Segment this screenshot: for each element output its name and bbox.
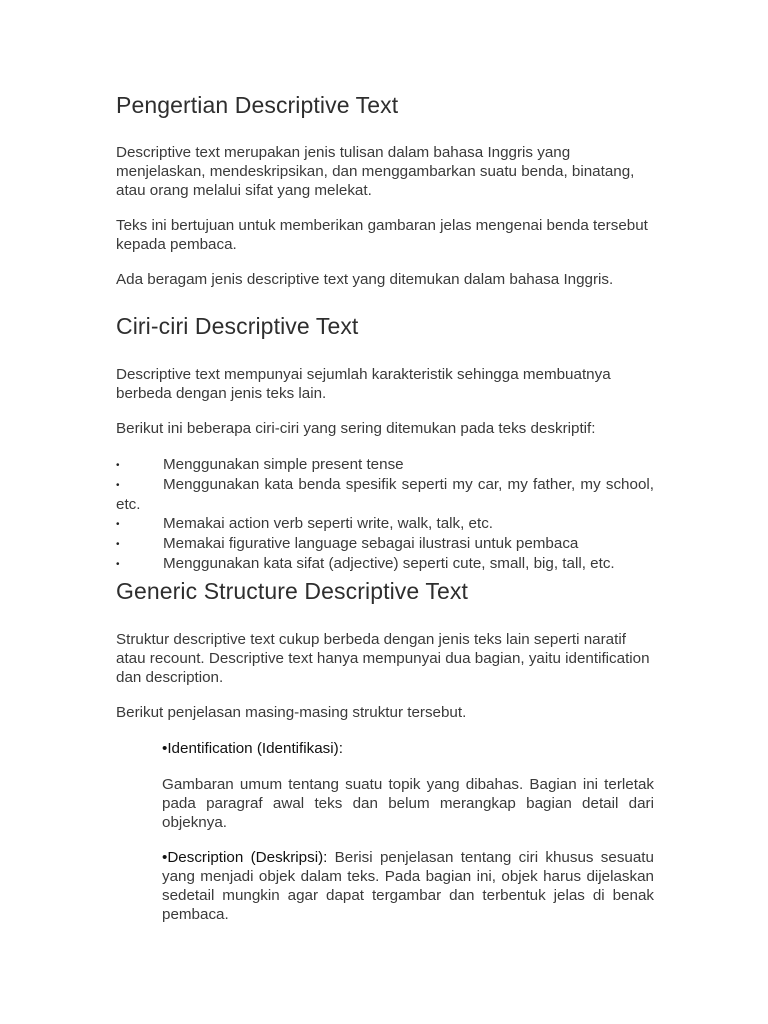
- description-paragraph: [162, 848, 654, 924]
- section-heading-generic-structure: Generic Structure Descriptive Text: [116, 578, 468, 604]
- section-heading-pengertian: Pengertian Descriptive Text: [116, 92, 399, 118]
- bullet-symbol: •: [116, 480, 120, 491]
- list-item: • Memakai action verb seperti write, walk, talk, etc.: [116, 515, 494, 532]
- identification-label: •Identification (Identifikasi):: [162, 740, 343, 757]
- description-label: Description (Deskripsi):: [167, 849, 328, 866]
- paragraph: Berikut ini beberapa ciri-ciri yang sering ditemukan pada teks deskriptif:: [116, 420, 596, 437]
- bullet-symbol: •: [162, 849, 168, 866]
- section-heading-ciri: Ciri-ciri Descriptive Text: [116, 313, 359, 339]
- paragraph: Teks ini bertujuan untuk memberikan gambaran jelas mengenai benda tersebut kepada pembaca.: [116, 217, 648, 253]
- bullet-symbol: •: [116, 559, 120, 570]
- paragraph: Descriptive text merupakan jenis tulisan dalam bahasa Inggris yang menjelaskan, mendeskripsikan, dan menggambarkan suatu benda, binatang, atau orang melalui sifat yang melekat.: [116, 144, 635, 199]
- paragraph: Descriptive text mempunyai sejumlah karakteristik sehingga membuatnya berbeda dengan jenis teks lain.: [116, 366, 611, 402]
- list-item: • Menggunakan kata sifat (adjective) seperti cute, small, big, tall, etc.: [116, 555, 615, 572]
- paragraph: Ada beragam jenis descriptive text yang ditemukan dalam bahasa Inggris.: [116, 271, 614, 288]
- document-content: [116, 88, 654, 924]
- list-item: • Menggunakan kata benda spesifik seperti my car, my father, my school, etc.: [116, 476, 654, 513]
- bullet-symbol: •: [116, 519, 120, 530]
- paragraph: Struktur descriptive text cukup berbeda dengan jenis teks lain seperti naratif atau recount. Descriptive text hanya mempunyai dua bagian, yaitu identification dan description.: [116, 631, 650, 686]
- identification-text: Gambaran umum tentang suatu topik yang dibahas. Bagian ini terletak pada paragraf awal teks dan belum merangkap bagian detail dari objeknya.: [162, 776, 654, 831]
- structure-block: [162, 739, 654, 924]
- bullet-symbol: •: [116, 539, 120, 550]
- paragraph: Berikut penjelasan masing-masing struktur tersebut.: [116, 704, 467, 721]
- characteristics-list: [116, 455, 654, 574]
- bullet-symbol: •: [116, 460, 120, 471]
- bullet-symbol: •: [162, 740, 168, 757]
- list-item: • Menggunakan simple present tense: [116, 456, 404, 473]
- description-text: Berisi penjelasan tentang ciri khusus sesuatu yang menjadi objek dalam teks. Pada bagian ini, objek harus dijelaskan sedetail mungkin agar dapat tergambar dan terbentuk jelas di benak pembaca.: [162, 849, 654, 923]
- list-item: • Memakai figurative language sebagai ilustrasi untuk pembaca: [116, 535, 579, 552]
